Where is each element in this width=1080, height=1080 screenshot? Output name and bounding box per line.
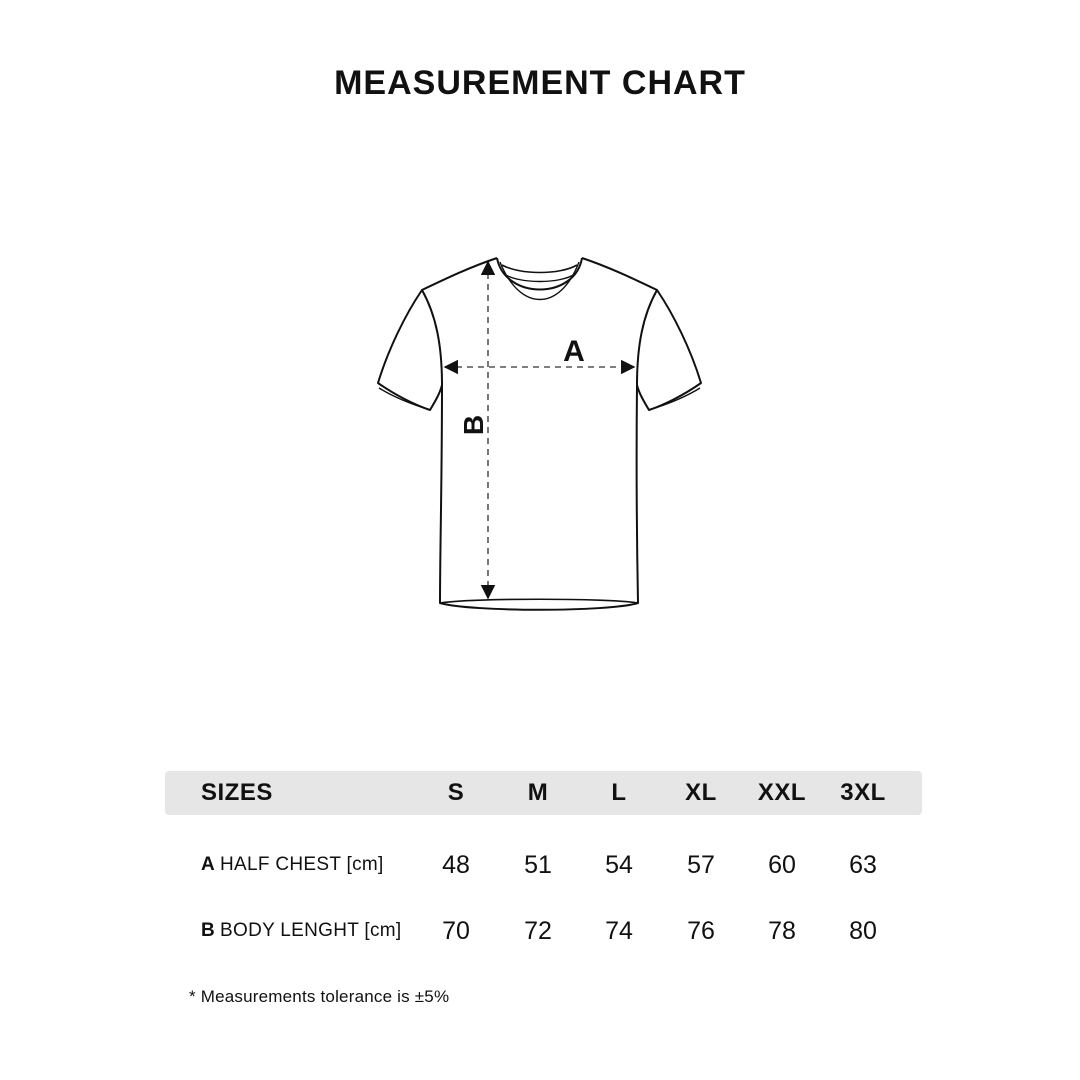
tshirt-right-sleeve <box>637 290 701 410</box>
table-row-half-chest <box>165 843 922 887</box>
row-label <box>201 843 384 887</box>
tshirt-hem <box>440 599 638 603</box>
table-cell: 60 <box>768 851 796 879</box>
table-cell: 80 <box>849 917 877 945</box>
measure-a-label: A <box>563 335 585 368</box>
row-label-text: HALF CHEST [cm] <box>220 854 384 875</box>
size-header-cell: XL <box>685 779 717 806</box>
row-key: A <box>201 854 216 875</box>
row-label-text: BODY LENGHT [cm] <box>220 920 402 941</box>
tshirt-left-sleeve <box>378 290 442 410</box>
measure-b-label: B <box>458 414 489 436</box>
tshirt-collar-rib <box>504 274 575 282</box>
size-header-cell: L <box>611 779 627 806</box>
table-cell: 74 <box>605 917 633 945</box>
row-label <box>201 909 402 953</box>
tolerance-note: * Measurements tolerance is ±5% <box>189 987 450 1006</box>
table-cell: 54 <box>605 851 633 879</box>
size-header-cell: S <box>447 779 465 806</box>
size-header-cell: M <box>527 779 549 806</box>
table-cell: 78 <box>768 917 796 945</box>
table-row-body-length <box>165 909 922 953</box>
size-header-cell: 3XL <box>840 779 886 806</box>
table-cell: 70 <box>442 917 470 945</box>
table-cell: 48 <box>442 851 470 879</box>
row-key: B <box>201 920 216 941</box>
table-cell: 57 <box>687 851 715 879</box>
tshirt-collar-outer <box>497 258 582 290</box>
page-title: MEASUREMENT CHART <box>334 64 746 102</box>
table-cell: 51 <box>524 851 552 879</box>
sizes-header-label: SIZES <box>201 779 273 806</box>
table-cell: 76 <box>687 917 715 945</box>
size-table <box>165 771 922 953</box>
table-cell: 63 <box>849 851 877 879</box>
tshirt-collar-inner <box>502 265 577 273</box>
table-cell: 72 <box>524 917 552 945</box>
size-header-cell: XXL <box>757 779 807 806</box>
size-table-header <box>165 771 922 815</box>
